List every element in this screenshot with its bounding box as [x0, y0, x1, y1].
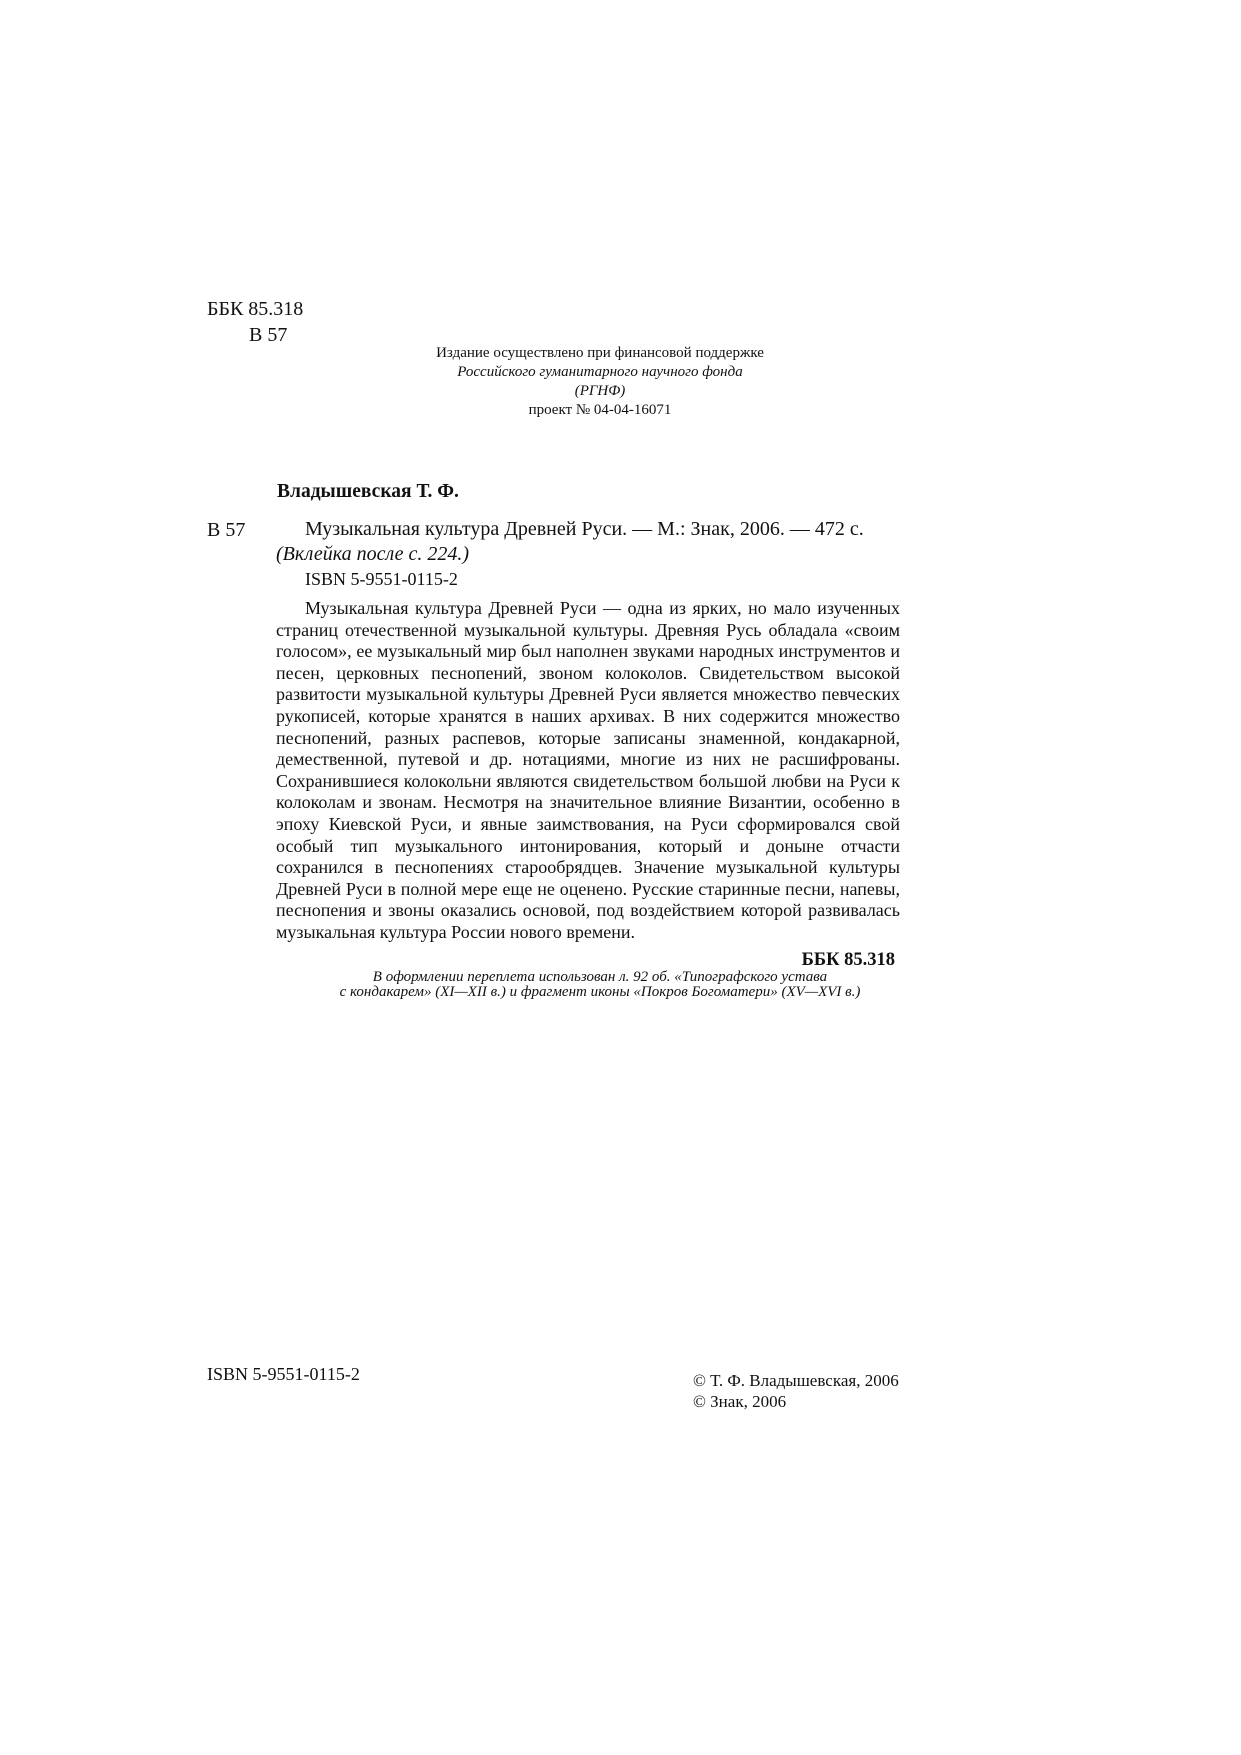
funding-line-1: Издание осуществлено при финансовой поддержке	[436, 345, 764, 361]
cover-note	[270, 970, 930, 1000]
record-cutter: В 57	[207, 519, 246, 541]
bibliographic-title	[276, 517, 900, 567]
cutter-code: В 57	[249, 324, 288, 346]
copyright-author: © Т. Ф. Владышевская, 2006	[693, 1371, 899, 1390]
funding-line-2: Российского гуманитарного научного фонда	[457, 364, 743, 380]
funding-note	[300, 344, 900, 420]
cover-note-line-1: В оформлении переплета использован л. 92 об. «Типографского устава	[372, 969, 828, 985]
funding-line-4: проект № 04-04-16071	[528, 402, 672, 418]
title-text: Музыкальная культура Древней Руси. — М.: Знак, 2006. — 472 с.	[305, 518, 864, 540]
funding-line-3: (РГНФ)	[574, 383, 626, 399]
footer-isbn: ISBN 5-9551-0115-2	[207, 1364, 360, 1384]
copyright-block	[693, 1370, 899, 1412]
bbk-code: ББК 85.318	[207, 298, 304, 320]
record-isbn: ISBN 5-9551-0115-2	[305, 569, 458, 589]
abstract-text: Музыкальная культура Древней Руси — одна из ярких, но мало изученных страниц отечественной музыкальной культуры. Древняя Русь обладала «своим голосом», ее музыкальный мир был наполнен звуками народных инструментов и песен, церковных песнопений, звоном колоколов. Свидетельством высокой развитости музыкальной культуры Древней Руси является множество певческих рукописей, которые хранятся в наших архивах. В них содержится множество песнопений, разных распевов, которые записаны знаменной, кондакарной, демественной, путевой и др. нотациями, многие из них не расшифрованы. Сохранившиеся колокольни являются свидетельством большой любви на Руси к колоколам и звонам. Несмотря на значительное влияние Византии, особенно в эпоху Киевской Руси, и явные заимствования, на Руси сформировался свой особый тип музыкального интонирования, который и доныне отчасти сохранился в песнопениях старообрядцев. Значение музыкальной культуры Древней Руси в полной мере еще не оценено. Русские старинные песни, напевы, песнопения и звоны оказались основой, под воздействием которой развивалась музыкальная культура России нового времени.	[276, 598, 900, 942]
author-heading: Владышевская Т. Ф.	[277, 481, 459, 502]
cover-note-line-2: с кондакарем» (XI—XII в.) и фрагмент иконы «Покров Богоматери» (XV—XVI в.)	[339, 984, 861, 1000]
copyright-publisher: © Знак, 2006	[693, 1392, 787, 1411]
bbk-header	[207, 296, 303, 348]
record-bbk: ББК 85.318	[801, 950, 895, 970]
insert-note: (Вклейка после с. 224.)	[276, 543, 470, 565]
